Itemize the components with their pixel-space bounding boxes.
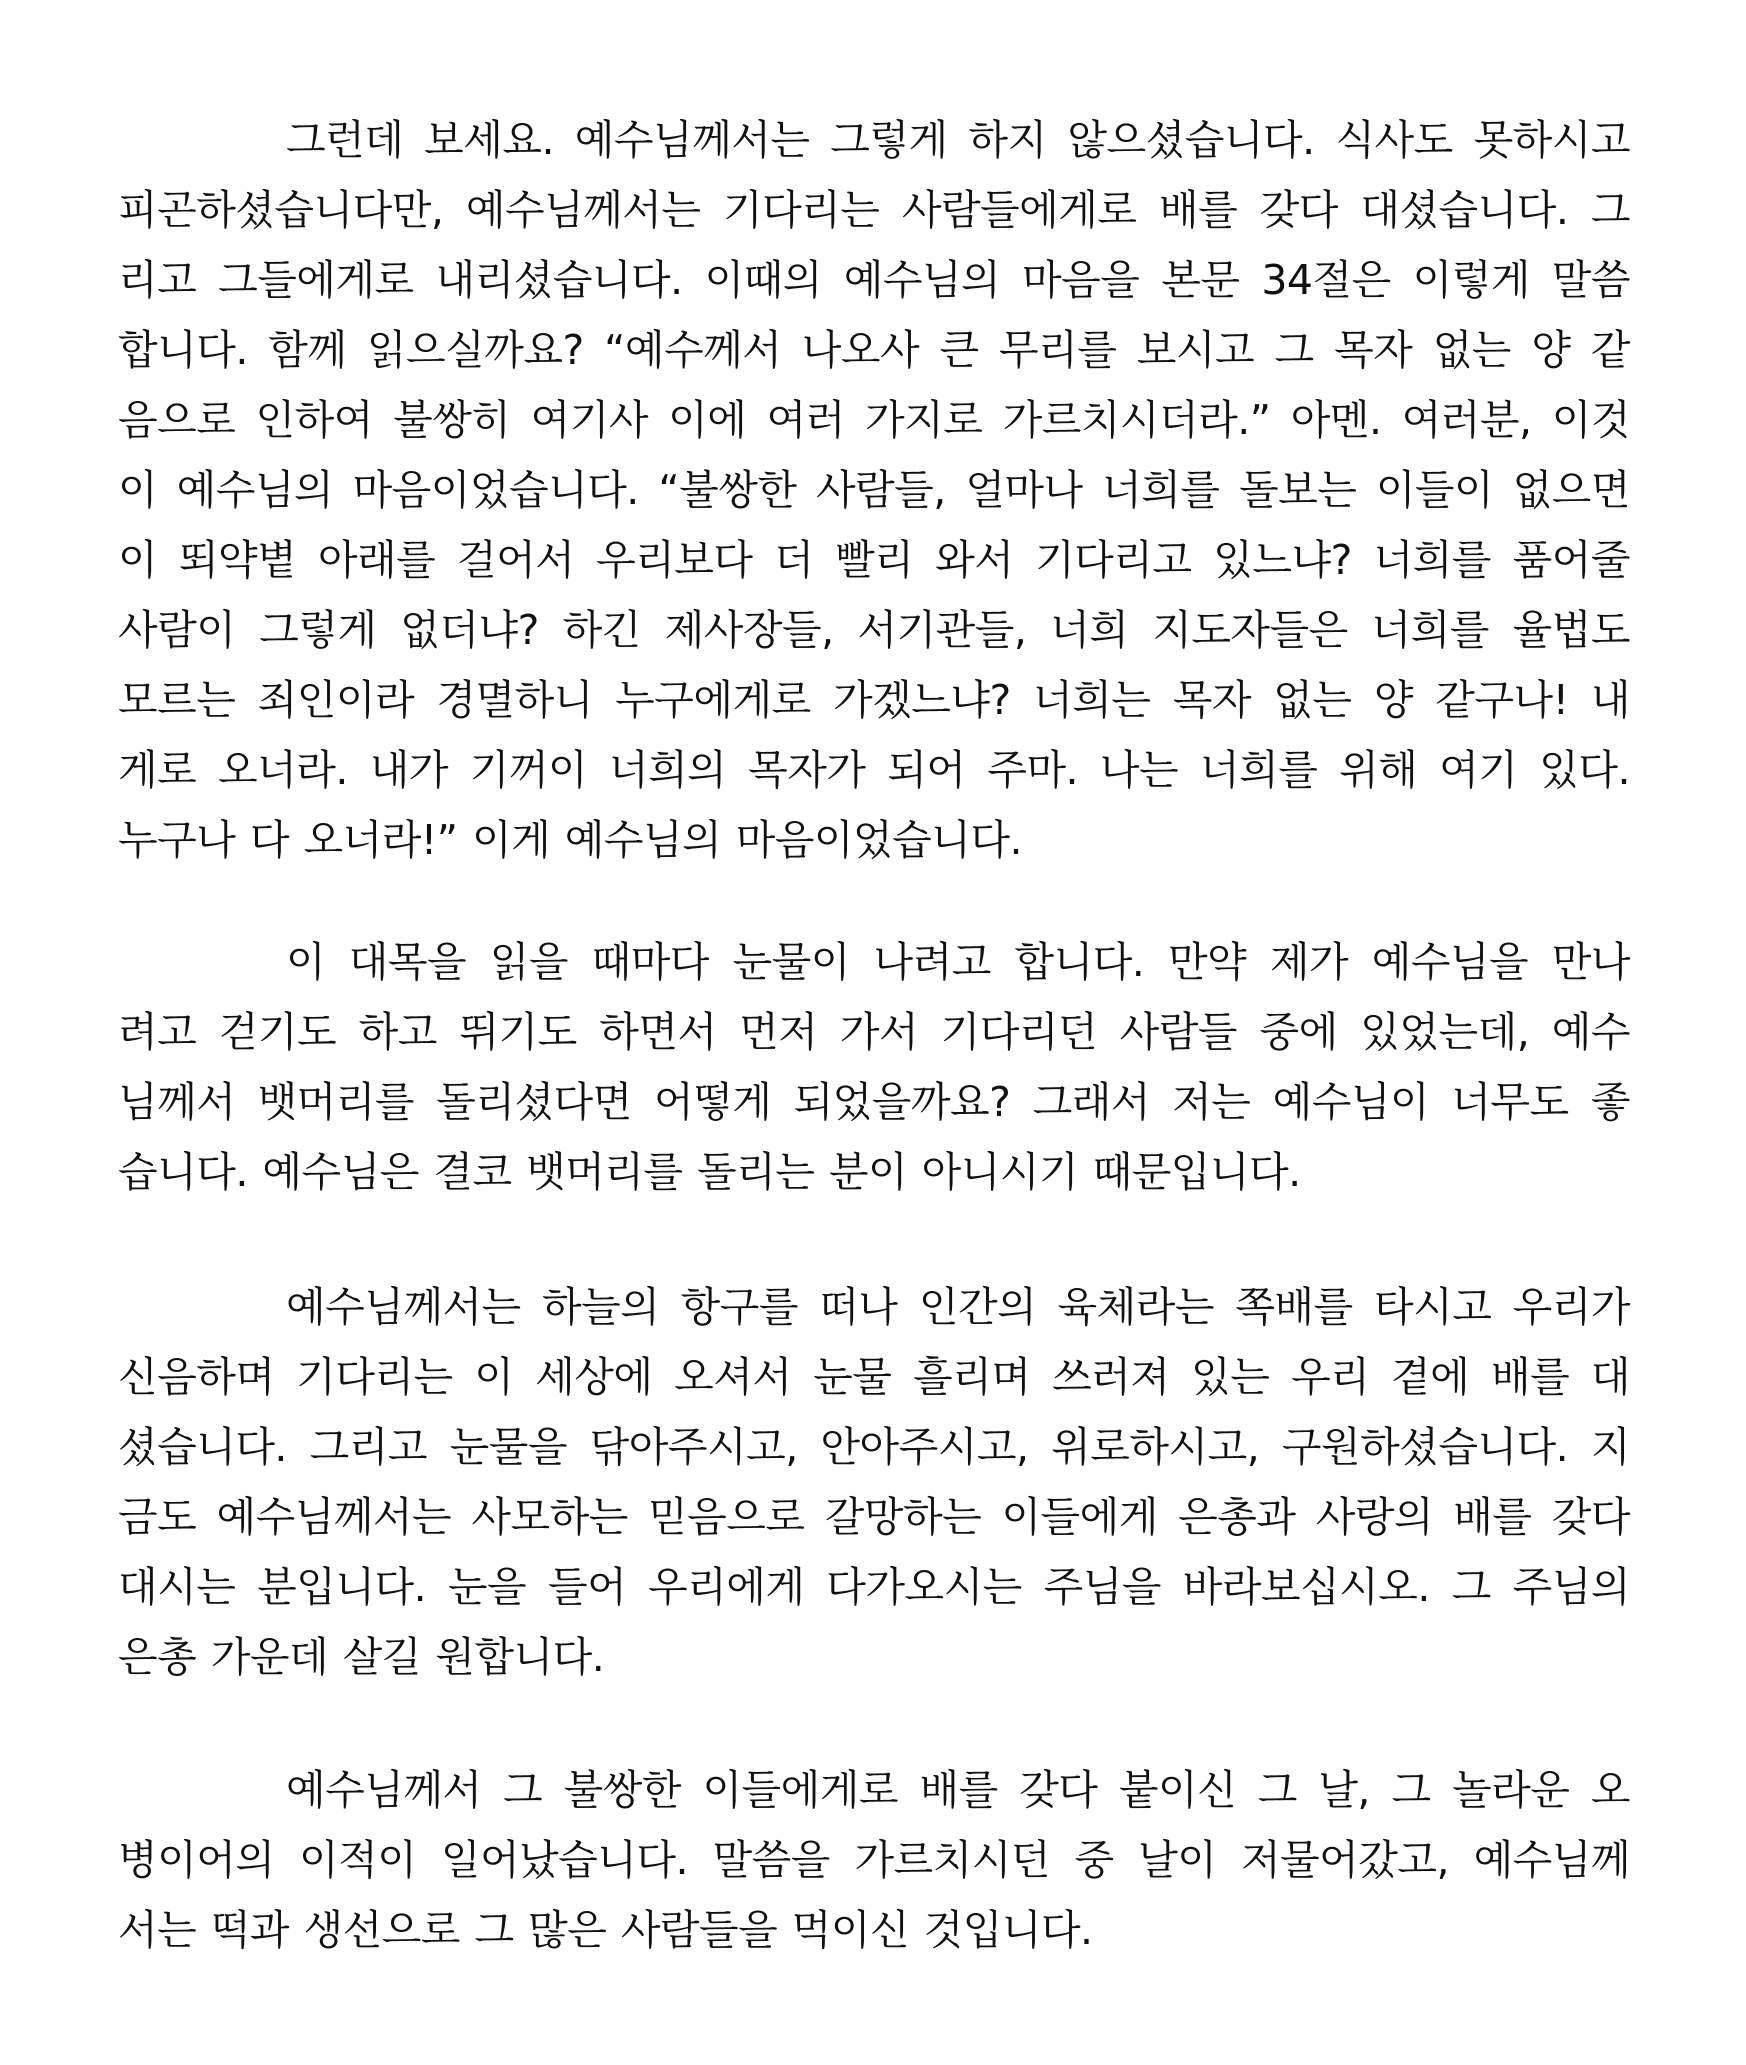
- text-line: 병이어의 이적이 일어났습니다. 말씀을 가르치시던 중 날이 저물어갔고, 예수님께: [118, 1836, 1630, 1884]
- text-line: 그런데 보세요. 예수님께서는 그렇게 하지 않으셨습니다. 식사도 못하시고: [286, 116, 1630, 164]
- text-line: 모르는 죄인이라 경멸하니 누구에게로 가겠느냐? 너희는 목자 없는 양 같구나! 내: [118, 676, 1630, 724]
- text-line: 대시는 분입니다. 눈을 들어 우리에게 다가오시는 주님을 바라보십시오. 그 주님의: [118, 1563, 1630, 1611]
- text-line: 합니다. 함께 읽으실까요? “예수께서 나오사 큰 무리를 보시고 그 목자 없는 양 같: [118, 326, 1630, 374]
- text-line: 신음하며 기다리는 이 세상에 오셔서 눈물 흘리며 쓰러져 있는 우리 곁에 배를 대: [118, 1353, 1630, 1401]
- text-line: 이 예수님의 마음이었습니다. “불쌍한 사람들, 얼마나 너희를 돌보는 이들이 없으면: [118, 466, 1630, 514]
- text-line: 누구나 다 오너라!” 이게 예수님의 마음이었습니다.: [118, 816, 1022, 864]
- text-line: 피곤하셨습니다만, 예수님께서는 기다리는 사람들에게로 배를 갖다 대셨습니다. 그: [118, 186, 1630, 234]
- text-line: 은총 가운데 살길 원합니다.: [118, 1633, 605, 1681]
- text-line: 셨습니다. 그리고 눈물을 닦아주시고, 안아주시고, 위로하시고, 구원하셨습니다. 지: [118, 1423, 1630, 1471]
- text-line: 게로 오너라. 내가 기꺼이 너희의 목자가 되어 주마. 나는 너희를 위해 여기 있다.: [118, 746, 1630, 794]
- paragraph-3: [118, 1272, 1630, 1692]
- text-line: 님께서 뱃머리를 돌리셨다면 어떻게 되었을까요? 그래서 저는 예수님이 너무도 좋: [118, 1078, 1630, 1126]
- text-line: 예수님께서 그 불쌍한 이들에게로 배를 갖다 붙이신 그 날, 그 놀라운 오: [286, 1766, 1630, 1814]
- text-line: 려고 걷기도 하고 뛰기도 하면서 먼저 가서 기다리던 사람들 중에 있었는데, 예수: [118, 1008, 1631, 1056]
- text-line: 이 뙤약볕 아래를 걸어서 우리보다 더 빨리 와서 기다리고 있느냐? 너희를 품어줄: [118, 536, 1630, 584]
- paragraph-4: [118, 1755, 1630, 1965]
- text-line: 습니다. 예수님은 결코 뱃머리를 돌리는 분이 아니시기 때문입니다.: [118, 1148, 1301, 1196]
- paragraph-1: [118, 105, 1630, 875]
- text-line: 금도 예수님께서는 사모하는 믿음으로 갈망하는 이들에게 은총과 사랑의 배를 갖다: [118, 1493, 1630, 1541]
- paragraph-2: [118, 927, 1630, 1207]
- text-line: 예수님께서는 하늘의 항구를 떠나 인간의 육체라는 쪽배를 타시고 우리가: [286, 1283, 1630, 1331]
- text-line: 음으로 인하여 불쌍히 여기사 이에 여러 가지로 가르치시더라.” 아멘. 여러분, 이것: [118, 396, 1630, 444]
- text-line: 이 대목을 읽을 때마다 눈물이 나려고 합니다. 만약 제가 예수님을 만나: [286, 938, 1630, 986]
- text-line: 리고 그들에게로 내리셨습니다. 이때의 예수님의 마음을 본문 34절은 이렇게 말씀: [118, 256, 1630, 304]
- text-line: 서는 떡과 생선으로 그 많은 사람들을 먹이신 것입니다.: [118, 1906, 1093, 1954]
- text-line: 사람이 그렇게 없더냐? 하긴 제사장들, 서기관들, 너희 지도자들은 너희를 율법도: [118, 606, 1630, 654]
